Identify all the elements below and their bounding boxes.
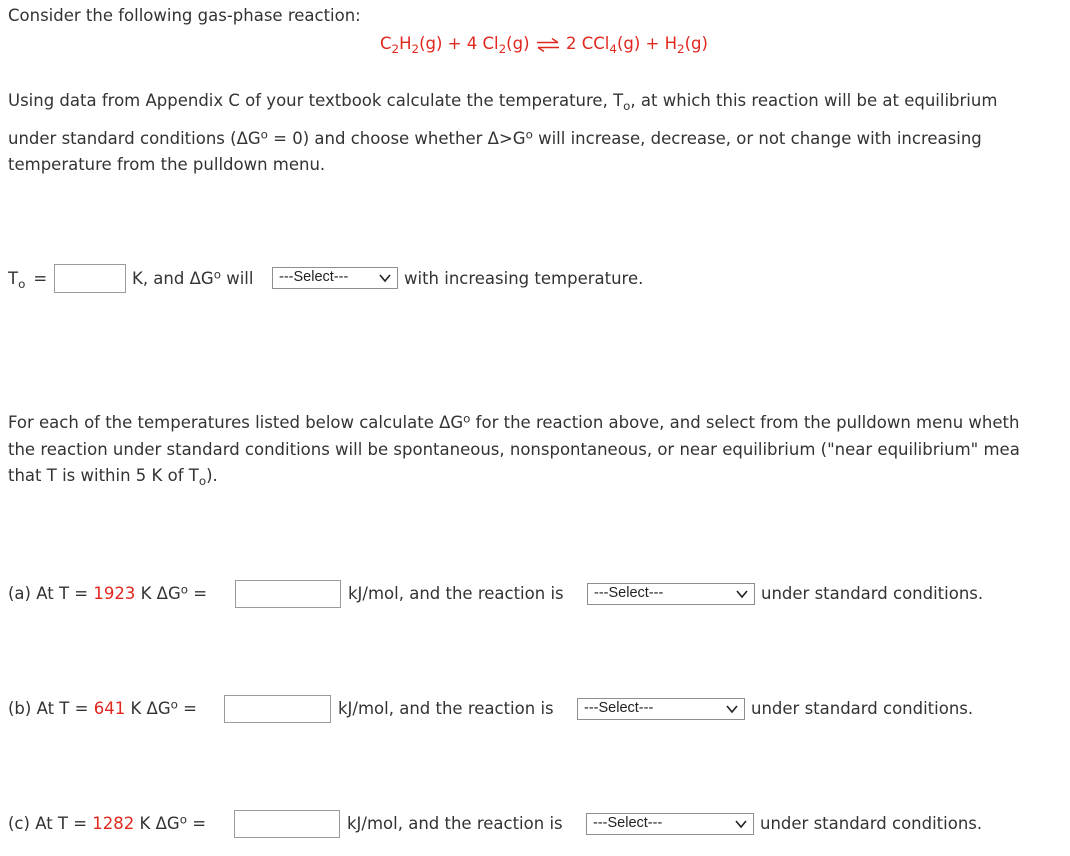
- to-row-text: K, and $\Delta G^o$ will: [132, 267, 254, 288]
- part-a-temperature: 1923: [93, 584, 136, 603]
- part-b-spontaneity-select[interactable]: ---Select---: [577, 698, 745, 720]
- part-a-label: (a) At T = 1923 K $\Delta G^o$ =: [8, 582, 208, 603]
- intro-text: Consider the following gas-phase reaction:: [8, 6, 361, 25]
- part-b-kj-text: kJ/mol, and the reaction is: [338, 699, 554, 718]
- paragraph1-line2: under standard conditions $(\Delta G^o = 0)$ and choose whether $\Delta>G^o$ will increase, decrease, or not change with increasing: [8, 127, 982, 148]
- chevron-down-icon: [724, 702, 740, 716]
- reaction-equation: [380, 34, 708, 57]
- equilibrium-arrow-icon: [535, 38, 561, 52]
- to-temperature-input[interactable]: [54, 264, 126, 293]
- equation-lhs: $C_2H_2(g) + 4$ $Cl_2(g)$: [380, 34, 530, 57]
- part-b-temperature: 641: [93, 699, 126, 718]
- paragraph1-line1: Using data from Appendix C of your textbook calculate the temperature, $T_o$, at which this reaction will be at equilibrium: [8, 91, 998, 114]
- part-c-spontaneity-select[interactable]: ---Select---: [586, 813, 754, 835]
- part-c-label: (c) At T = 1282 K $\Delta G^o$ =: [8, 812, 207, 833]
- chevron-down-icon: [733, 817, 749, 831]
- to-row-trailing: with increasing temperature.: [404, 269, 644, 288]
- part-b-dg-input[interactable]: [224, 695, 331, 723]
- part-a-kj-text: kJ/mol, and the reaction is: [348, 584, 564, 603]
- part-a-trailing: under standard conditions.: [761, 584, 984, 603]
- equation-rhs: 2 $CCl_4(g) + H_2(g)$: [566, 34, 708, 57]
- to-label: $T_o$ =: [8, 269, 48, 292]
- paragraph1-line3: temperature from the pulldown menu.: [8, 155, 326, 174]
- chevron-down-icon: [377, 271, 393, 285]
- dg-trend-select[interactable]: ---Select---: [272, 267, 398, 289]
- part-a-dg-input[interactable]: [235, 580, 341, 608]
- paragraph2-line2: the reaction under standard conditions will be spontaneous, nonspontaneous, or near equilibrium ("near equilibrium" mea: [8, 440, 1020, 459]
- paragraph2-line1: For each of the temperatures listed below calculate $\Delta G^o$ for the reaction above, and select from the pulldown menu wheth: [8, 411, 1020, 432]
- part-c-temperature: 1282: [92, 814, 135, 833]
- part-c-trailing: under standard conditions.: [760, 814, 983, 833]
- chevron-down-icon: [734, 587, 750, 601]
- part-b-trailing: under standard conditions.: [751, 699, 974, 718]
- part-a-spontaneity-select[interactable]: ---Select---: [587, 583, 755, 605]
- part-b-label: (b) At T = 641 K $\Delta G^o$ =: [8, 697, 197, 718]
- part-c-dg-input[interactable]: [234, 810, 340, 838]
- paragraph2-line3: that T is within 5 K of $T_o$).: [8, 466, 218, 489]
- part-c-kj-text: kJ/mol, and the reaction is: [347, 814, 563, 833]
